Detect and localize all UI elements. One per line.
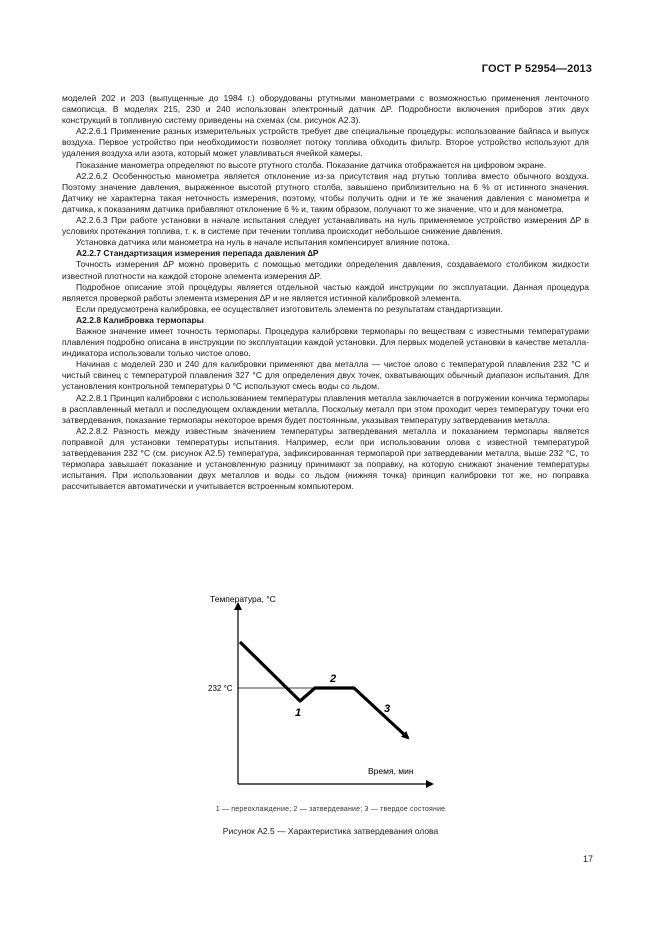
paragraph: Точность измерения ∆P можно проверить с помощью методики определения давления, создаваемого столбиком жидкости известной плотности на каждой стороне элемента измерения ∆P. xyxy=(62,259,589,281)
paragraph: Если предусмотрена калибровка, ее осуществляет изготовитель элемента по результатам стандартизации. xyxy=(76,303,503,314)
paragraph: А2.2.6.3 При работе установки в начале испытания следует устанавливать на нуль применяемое устройство измерения ∆P в условиях протекания топлива, т. к. в системе при течении топлива происходит небольшое снижение давления. xyxy=(62,215,589,237)
point-label-2: 2 xyxy=(330,673,337,685)
solidification-figure xyxy=(200,590,465,800)
body-text xyxy=(62,93,589,492)
paragraph: Установка датчика или манометра на нуль в начале испытания компенсирует влияние потока. xyxy=(76,237,450,248)
paragraph: Важное значение имеет точность термопары. Процедура калибровки термопары по веществам с известными температурами плавления подробно описана в инструкции по эксплуатации каждой установки. Для первых моделей установки в качестве металла-индикатора использовали только чистое олово. xyxy=(62,325,589,359)
standard-id: ГОСТ Р 52954—2013 xyxy=(481,63,592,75)
paragraph: Подробное описание этой процедуры является отдельной частью каждой инструкции по эксплуатации. Данная процедура является проверкой работы элемента измерения ∆P и не является истинной калибровкой элемента. xyxy=(62,281,589,303)
paragraph: Показание манометра определяют по высоте ртутного столба. Показание датчика отображается на цифровом экране. xyxy=(76,159,547,170)
solidification-diagram xyxy=(200,590,465,800)
paragraph: А2.2.6.1 Применение разных измерительных устройств требует две специальные процедуры: использование байпаса и выпуск воздуха. Первое устройство при необходимости позволяет потоку топлива обходить фильтр. Второе устройство используют для удаления воздуха или азота, который может улавливаться ячейкой камеры. xyxy=(62,126,589,159)
paragraph: А2.2.8.1 Принцип калибровки с использованием температуры плавления металла заключается в погружении кончика термопары в расплавленный металл и последующем охлаждении металла. Поскольку металл при этом проходит через температуру точки его затвердевания, показание термопары некоторое время будет постоянным, указывая температуру затвердевания металла. xyxy=(62,392,589,425)
section-heading: А2.2.8 Калибровка термопары xyxy=(76,314,204,325)
page-number: 17 xyxy=(582,854,593,864)
figure-legend: 1 — переохлаждение; 2 — затвердевание; 3 — твердое состояние xyxy=(215,806,446,813)
paragraph: Начиная с моделей 230 и 240 для калибровки применяют два металла — чистое олово с температурой плавления 232 °С и чистый свинец с температурой плавления 327 °С для определения двух точек, охватывающих обычный диапазон испытания. Для установления контрольной температуры 0 °С используют смесь воды со льдом. xyxy=(62,359,589,392)
y-axis-label: Температура, °С xyxy=(210,594,276,604)
paragraph: А2.2.8.2 Разность между известным значением температуры затвердевания металла и показанием термопары является поправкой для установки температуры испытания. Например, если при использовании олова с известной температурой затвердевания 232 °С (см. рисунок А2.5) температура, зафиксированная термопарой при затвердевании металла, выше 232 °С, то термопара завышает показание и установленную разницу принимают за поправку, на которую снижают значение температуры испытания. При использовании двух металлов и воды со льдом (нижняя точка) принцип калибровки тот же, но поправка рассчитывается автоматически и учитывается встроенным компьютером. xyxy=(62,425,589,492)
point-label-3: 3 xyxy=(384,703,391,715)
paragraph: А2.2.6.2 Особенностью манометра является отклонение из-за присутствия над ртутью топлива вместо обычного воздуха. Поэтому значение давления, выраженное высотой ртутного столба, завышено приблизительно на 6 % от истинного значения. Датчику не характерна такая неточность измерения, поэтому, чтобы получить одни и те же значения давления с манометра и датчика, к показаниям датчика прибавляют отклонение 6 % и, таким образом, получают то же значение, что и для манометра. xyxy=(62,170,589,214)
y-marker-label: 232 °С xyxy=(208,684,233,693)
figure-caption: Рисунок А2.5 — Характеристика затвердевания олова xyxy=(222,826,439,836)
paragraph: моделей 202 и 203 (выпущенные до 1984 г.) оборудованы ртутными манометрами с возможностью применения ленточного самописца. В моделях 215, 230 и 240 использован электронный датчик ∆P. Подробности включения приборов этих двух конструкций в топливную систему приведены на схемах (см. рисунок А2.3). xyxy=(62,93,589,126)
point-label-1: 1 xyxy=(295,707,302,719)
section-heading: А2.2.7 Стандартизация измерения перепада давления ∆P xyxy=(76,248,319,259)
cooling-curve xyxy=(240,642,408,738)
x-axis-label: Время, мин xyxy=(368,766,414,776)
